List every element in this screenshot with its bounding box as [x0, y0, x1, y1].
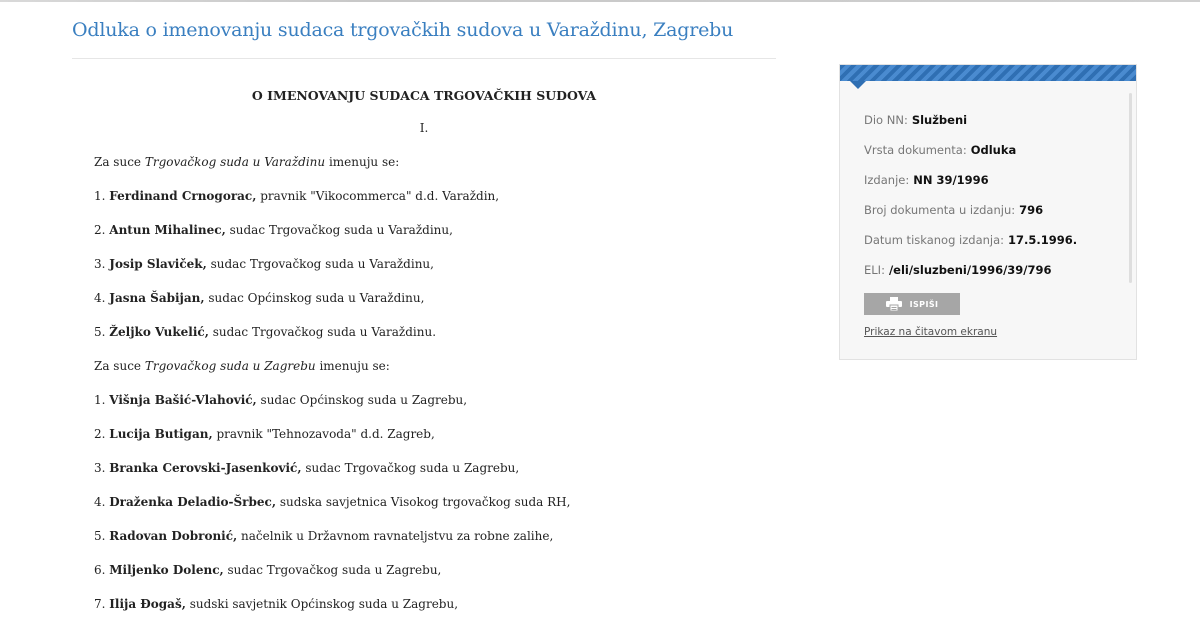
item-number: 3.	[94, 461, 110, 475]
intro-suffix: imenuju se:	[315, 359, 390, 373]
document-heading: O IMENOVANJU SUDACA TRGOVAČKIH SUDOVA	[251, 88, 597, 103]
judge-name: Branka Cerovski-Jasenković,	[109, 461, 302, 475]
list-item	[94, 189, 754, 203]
meta-row-izdanje	[864, 173, 1077, 203]
intro-court: Trgovačkog suda u Varaždinu	[144, 155, 326, 169]
intro-suffix: imenuju se:	[325, 155, 400, 169]
judge-role: načelnik u Državnom ravnateljstvu za robne zalihe,	[237, 529, 554, 543]
list-item	[94, 291, 754, 305]
item-number: 2.	[94, 427, 110, 441]
item-number: 7.	[94, 597, 110, 611]
list-item	[94, 461, 754, 475]
document-body	[94, 78, 754, 631]
list-item	[94, 563, 754, 577]
item-number: 5.	[94, 529, 110, 543]
judge-name: Josip Slaviček,	[109, 257, 207, 271]
group-intro-zagreb	[94, 359, 754, 373]
judge-role: sudac Trgovačkog suda u Zagrebu,	[301, 461, 520, 475]
judge-name: Jasna Šabijan,	[109, 291, 205, 305]
list-item	[94, 529, 754, 543]
intro-court: Trgovačkog suda u Zagrebu	[144, 359, 316, 373]
judge-name: Radovan Dobronić,	[109, 529, 238, 543]
item-number: 2.	[94, 223, 110, 237]
item-number: 6.	[94, 563, 110, 577]
judge-role: sudska savjetnica Visokog trgovačkog suda RH,	[276, 495, 571, 509]
list-item	[94, 257, 754, 271]
panel-notch	[850, 81, 866, 89]
item-number: 1.	[94, 189, 110, 203]
item-number: 4.	[94, 495, 110, 509]
intro-prefix: Za suce	[94, 155, 145, 169]
judge-role: sudac Trgovačkog suda u Varaždinu,	[206, 257, 434, 271]
meta-label: Broj dokumenta u izdanju:	[864, 203, 1016, 217]
judge-role: sudac Općinskog suda u Zagrebu,	[256, 393, 468, 407]
meta-label: Izdanje:	[864, 173, 910, 187]
list-item	[94, 223, 754, 237]
judge-name: Draženka Deladio-Šrbec,	[109, 495, 277, 509]
intro-prefix: Za suce	[94, 359, 145, 373]
judge-name: Antun Mihalinec,	[109, 223, 226, 237]
metadata-list	[864, 113, 1077, 293]
list-item	[94, 393, 754, 407]
judge-name: Lucija Butigan,	[109, 427, 213, 441]
item-number: 4.	[94, 291, 110, 305]
fullscreen-link[interactable]: Prikaz na čitavom ekranu	[864, 326, 998, 338]
list-item	[94, 427, 754, 441]
item-number: 5.	[94, 325, 110, 339]
meta-value: Odluka	[970, 143, 1017, 157]
meta-value: Službeni	[911, 113, 968, 127]
judge-name: Višnja Bašić-Vlahović,	[109, 393, 257, 407]
judge-role: sudski savjetnik Općinskog suda u Zagrebu,	[185, 597, 459, 611]
title-divider	[72, 58, 776, 59]
judge-name: Ilija Đogaš,	[109, 597, 186, 611]
judge-name: Miljenko Dolenc,	[109, 563, 224, 577]
judge-role: sudac Trgovačkog suda u Zagrebu,	[223, 563, 442, 577]
meta-value: 796	[1019, 203, 1044, 217]
item-number: 3.	[94, 257, 110, 271]
page-title: Odluka o imenovanju sudaca trgovačkih sudova u Varaždinu, Zagrebu	[72, 19, 734, 41]
meta-label: Dio NN:	[864, 113, 908, 127]
judge-role: sudac Općinskog suda u Varaždinu,	[204, 291, 425, 305]
judge-role: pravnik "Tehnozavoda" d.d. Zagreb,	[212, 427, 435, 441]
section-number: I.	[419, 121, 429, 135]
printer-icon	[886, 297, 902, 311]
judge-role: sudac Trgovačkog suda u Varaždinu.	[208, 325, 437, 339]
panel-header-band	[840, 65, 1136, 81]
meta-label: Datum tiskanog izdanja:	[864, 233, 1005, 247]
top-border	[0, 0, 1200, 2]
item-number: 1.	[94, 393, 110, 407]
meta-label: ELI:	[864, 263, 885, 277]
print-button[interactable]	[864, 293, 960, 315]
document-info-panel	[839, 64, 1137, 360]
list-item	[94, 325, 754, 339]
print-label: ISPIŠI	[909, 299, 939, 309]
panel-scrollbar[interactable]	[1129, 93, 1132, 283]
meta-row-datum	[864, 233, 1077, 263]
judge-name: Ferdinand Crnogorac,	[109, 189, 257, 203]
meta-value: 17.5.1996.	[1008, 233, 1078, 247]
judge-role: sudac Trgovačkog suda u Varaždinu,	[225, 223, 453, 237]
meta-row-vrsta-dokumenta	[864, 143, 1077, 173]
meta-row-dio-nn	[864, 113, 1077, 143]
meta-row-broj-dokumenta	[864, 203, 1077, 233]
meta-value: /eli/sluzbeni/1996/39/796	[888, 263, 1052, 277]
meta-label: Vrsta dokumenta:	[864, 143, 967, 157]
meta-value: NN 39/1996	[913, 173, 989, 187]
list-item	[94, 597, 754, 611]
judge-name: Željko Vukelić,	[109, 325, 209, 339]
judge-role: pravnik "Vikocommerca" d.d. Varaždin,	[256, 189, 500, 203]
list-item	[94, 495, 754, 509]
group-intro-varazdin	[94, 155, 754, 169]
meta-row-eli	[864, 263, 1077, 293]
